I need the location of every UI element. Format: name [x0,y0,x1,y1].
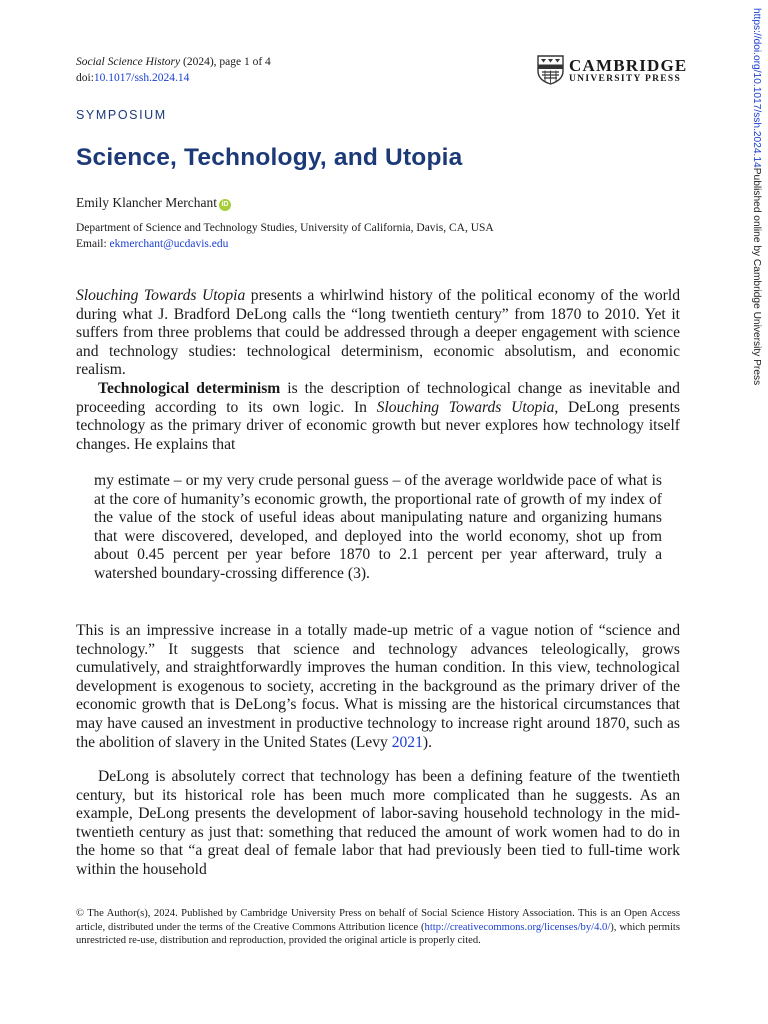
article-title: Science, Technology, and Utopia [76,144,463,171]
doi-link[interactable]: 10.1017/ssh.2024.14 [93,72,190,84]
email-link[interactable]: ekmerchant@ucdavis.edu [109,238,229,250]
journal-issue: (2024), page 1 of 4 [180,56,271,68]
book-title: Slouching Towards Utopia [376,398,555,416]
affiliation [76,220,494,252]
journal-name: Social Science History [76,56,181,68]
paragraph-1 [76,287,680,380]
article-citation [76,54,271,86]
cambridge-logo [537,55,687,87]
paragraph-2-text-b: , DeLong presents technology as the primary driver of economic growth but never explores how technology itself changes. He explains that [76,398,680,453]
citation-link[interactable]: 2021 [391,733,423,751]
paragraph-1-text: presents a whirlwind history of the political economy of the world during what J. Bradford DeLong calls the “long twentieth century” from 1870 to 2010. Yet it suffers from three problems that could be addressed through a deeper engagement with science and technology studies: technological determinism, economic absolutism, and economic realism. [76,287,681,379]
university-shield-icon [537,55,564,85]
book-title: Slouching Towards Utopia [76,287,246,304]
logo-wordmark: CAMBRIDGE [569,56,688,75]
doi-prefix: doi: [76,72,94,84]
author-name: Emily Klancher Merchant [76,195,217,210]
term-technological-determinism: Technological determinism [98,380,281,397]
paragraph-2 [76,380,680,454]
paragraph-4: DeLong is absolutely correct that technology has been a defining feature of the twentieth century, but its historical role has been much more complicated than he suggests. As an example, DeLong presents the development of labor-saving household technology in the mid-twentieth century as just that: something that reduced the amount of work women had to do in the home so that “a great deal of female labor that had previously been tied to full-time work within the household [76,768,680,878]
paragraph-2-text-a: is the description of technological change as inevitable and proceeding according to its own logic. In [76,380,680,416]
side-published-online: Published online by Cambridge University Press [751,167,762,386]
department: Department of Science and Technology Studies, University of California, Davis, CA, USA [76,222,494,234]
author-line [76,194,231,212]
logo-subtitle: UNIVERSITY PRESS [569,74,682,84]
orcid-icon[interactable]: iD [219,199,231,211]
email-line [76,236,494,252]
side-note-text [750,8,762,385]
side-publication-note [750,8,764,428]
paragraph-3 [76,622,680,752]
side-doi-link[interactable]: https://doi.org/10.1017/ssh.2024.14 [751,8,762,168]
journal-line [76,54,271,70]
doi-line [76,70,271,86]
block-quote: my estimate – or my very crude personal guess – of the average worldwide pace of what is at the core of humanity’s economic growth, the proportional rate of growth of my index of the value of the stock of useful ideas about manipulating nature and organizing humans that were discovered, developed, and deployed into the world economy, shot up from about 0.45 percent per year before 1870 to 2.1 percent per year afterward, truly a watershed boundary-crossing difference (3). [94,472,662,582]
license-text-b: ), which permits unrestricted re-use, distribution and reproduction, provided the original article is properly cited. [76,921,680,946]
license-link[interactable]: http://creativecommons.org/licenses/by/4.0/ [424,921,611,933]
section-label: SYMPOSIUM [76,108,167,122]
paragraph-3-text-b: ). [422,733,432,751]
license-text-a: © The Author(s), 2024. Published by Cambridge University Press on behalf of Social Science History Association. This is an Open Access article, distributed under the terms of the Creative Commons Attribution licence ( [76,908,680,933]
paragraph-3-text-a: This is an impressive increase in a totally made-up metric of a vague notion of “science and technology.” It suggests that science and technology advances teleologically, grows cumulatively, and straightforwardly improves the human condition. In this view, technological development is exogenous to society, accreting in the background as the primary driver of the economic growth that is DeLong’s focus. What is missing are the historical circumstances that may have caused an investment in productive technology to increase right around 1870, such as the abolition of slavery in the United States (Levy [76,622,680,751]
email-label: Email: [76,238,110,250]
license-footnote [76,907,680,948]
